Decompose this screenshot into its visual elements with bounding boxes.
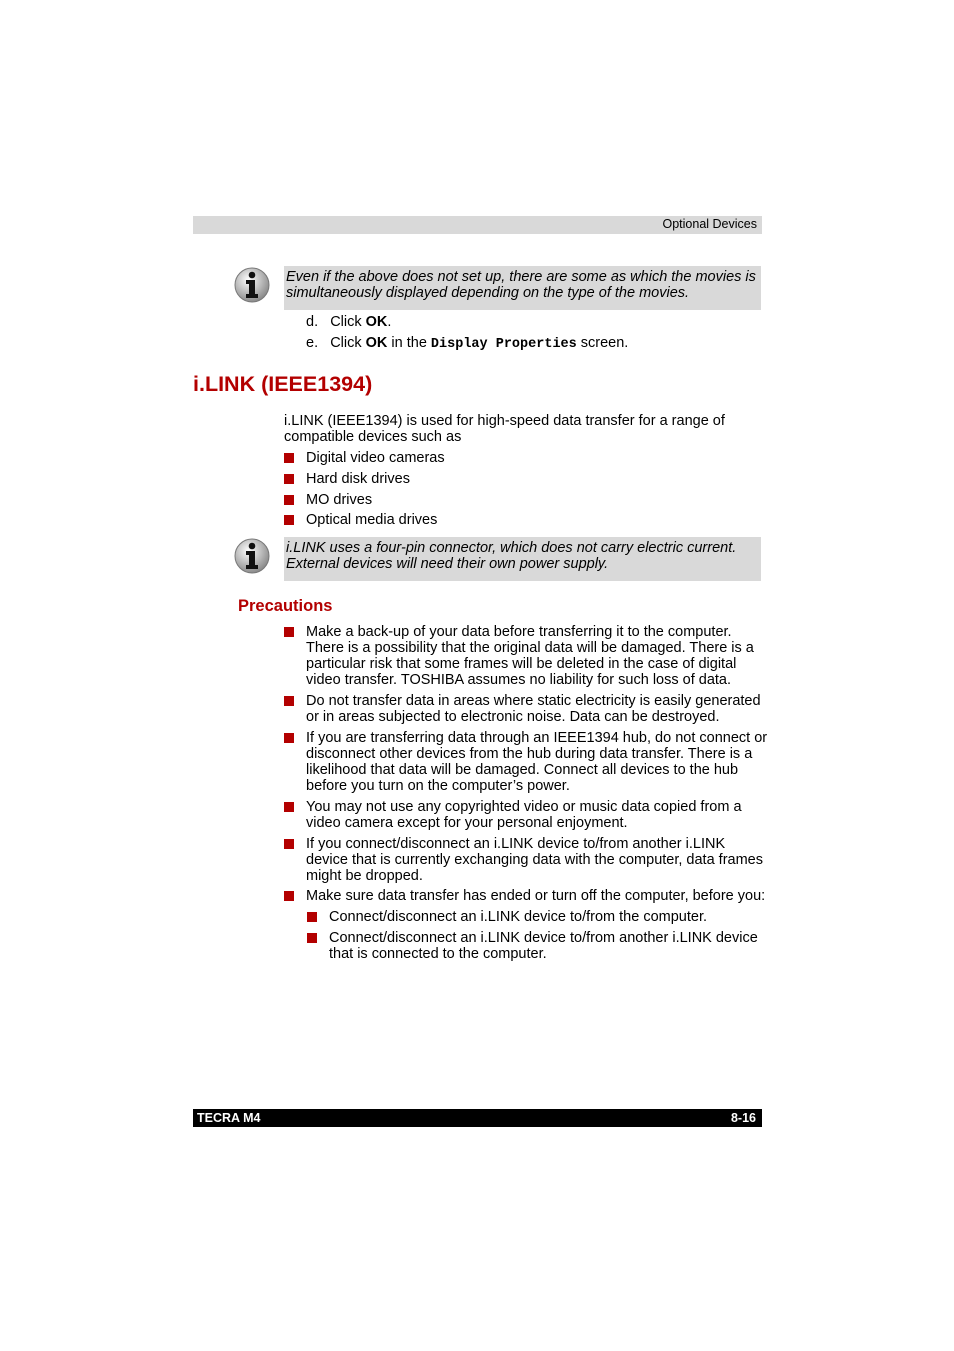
precaution-line: Make a back-up of your data before transferring it to the computer. (306, 624, 732, 640)
precaution-line: video camera except for your personal enjoyment. (306, 815, 628, 831)
intro-line: i.LINK (IEEE1394) is used for high-speed data transfer for a range of (284, 413, 725, 429)
square-bullet-icon (307, 933, 317, 943)
intro-paragraph (284, 413, 725, 445)
precaution-line: particular risk that some frames will be deleted in the case of digital (306, 656, 737, 672)
sub-item-line: Connect/disconnect an i.LINK device to/from another i.LINK device (329, 930, 758, 946)
note-box-ilink (284, 537, 761, 581)
note-box-display (284, 266, 761, 310)
step-bold: OK (365, 314, 388, 330)
precaution-item (306, 799, 742, 831)
precaution-item (306, 730, 767, 794)
precaution-line: If you are transferring data through an IEEE1394 hub, do not connect or (306, 730, 768, 746)
precaution-line: If you connect/disconnect an i.LINK device to/from another i.LINK (306, 836, 726, 852)
step-text: in the (387, 335, 431, 351)
sub-item (329, 930, 758, 962)
precaution-line: There is a possibility that the original data will be damaged. There is a (306, 640, 754, 656)
step-marker: e. (306, 335, 319, 351)
precaution-item (306, 888, 765, 904)
info-icon (233, 537, 271, 575)
precaution-line: video transfer. TOSHIBA assumes no liability for such loss of data. (306, 672, 732, 688)
square-bullet-icon (284, 839, 294, 849)
device-item: Hard disk drives (306, 471, 410, 487)
device-item: Digital video cameras (306, 450, 445, 466)
square-bullet-icon (284, 474, 294, 484)
device-item: Optical media drives (306, 512, 438, 528)
step-marker: d. (306, 314, 319, 330)
precaution-line: Make sure data transfer has ended or turn off the computer, before you: (306, 888, 766, 904)
note-line: External devices will need their own power supply. (286, 556, 609, 572)
precaution-item (306, 836, 763, 884)
running-header (193, 216, 762, 234)
sub-item (329, 909, 707, 925)
header-section-title: Optional Devices (662, 217, 757, 231)
step-e (306, 335, 628, 353)
precautions-heading: Precautions (238, 597, 333, 615)
square-bullet-icon (307, 912, 317, 922)
square-bullet-icon (284, 696, 294, 706)
info-icon (233, 266, 271, 304)
device-item: MO drives (306, 492, 373, 508)
precaution-item (306, 693, 761, 725)
step-text: screen. (576, 335, 629, 351)
step-text: Click (330, 335, 366, 351)
precaution-line: You may not use any copyrighted video or music data copied from a (306, 799, 742, 815)
step-d (306, 314, 391, 330)
section-title: i.LINK (IEEE1394) (193, 372, 373, 396)
precaution-line: or in areas subjected to electronic noise. Data can be destroyed. (306, 709, 720, 725)
precaution-line: Do not transfer data in areas where static electricity is easily generated (306, 693, 761, 709)
precaution-item (306, 624, 754, 688)
precaution-line: might be dropped. (306, 868, 423, 884)
note-line: Even if the above does not set up, there are some as which the movies is (286, 269, 756, 285)
step-bold: OK (365, 335, 388, 351)
sub-item-line: that is connected to the computer. (329, 946, 547, 962)
square-bullet-icon (284, 891, 294, 901)
step-text: Click (330, 314, 366, 330)
precaution-line: likelihood that data will be damaged. Connect all devices to the hub (306, 762, 739, 778)
note-line: i.LINK uses a four-pin connector, which does not carry electric current. (286, 540, 737, 556)
step-text: . (387, 314, 392, 330)
precaution-line: device that is currently exchanging data with the computer, data frames (306, 852, 763, 868)
step-code: Display Properties (430, 337, 577, 352)
square-bullet-icon (284, 515, 294, 525)
note-line: simultaneously displayed depending on the type of the movies. (286, 285, 690, 301)
footer-model: TECRA M4 (197, 1111, 261, 1125)
footer-page-number: 8-16 (730, 1111, 756, 1125)
running-footer (193, 1109, 762, 1127)
square-bullet-icon (284, 453, 294, 463)
square-bullet-icon (284, 733, 294, 743)
square-bullet-icon (284, 802, 294, 812)
square-bullet-icon (284, 627, 294, 637)
precaution-line: disconnect other devices from the hub during data transfer. There is a (306, 746, 753, 762)
square-bullet-icon (284, 495, 294, 505)
precaution-line: before you turn on the computer’s power. (306, 778, 570, 794)
sub-item-line: Connect/disconnect an i.LINK device to/from the computer. (329, 909, 708, 925)
intro-line: compatible devices such as (284, 429, 462, 445)
